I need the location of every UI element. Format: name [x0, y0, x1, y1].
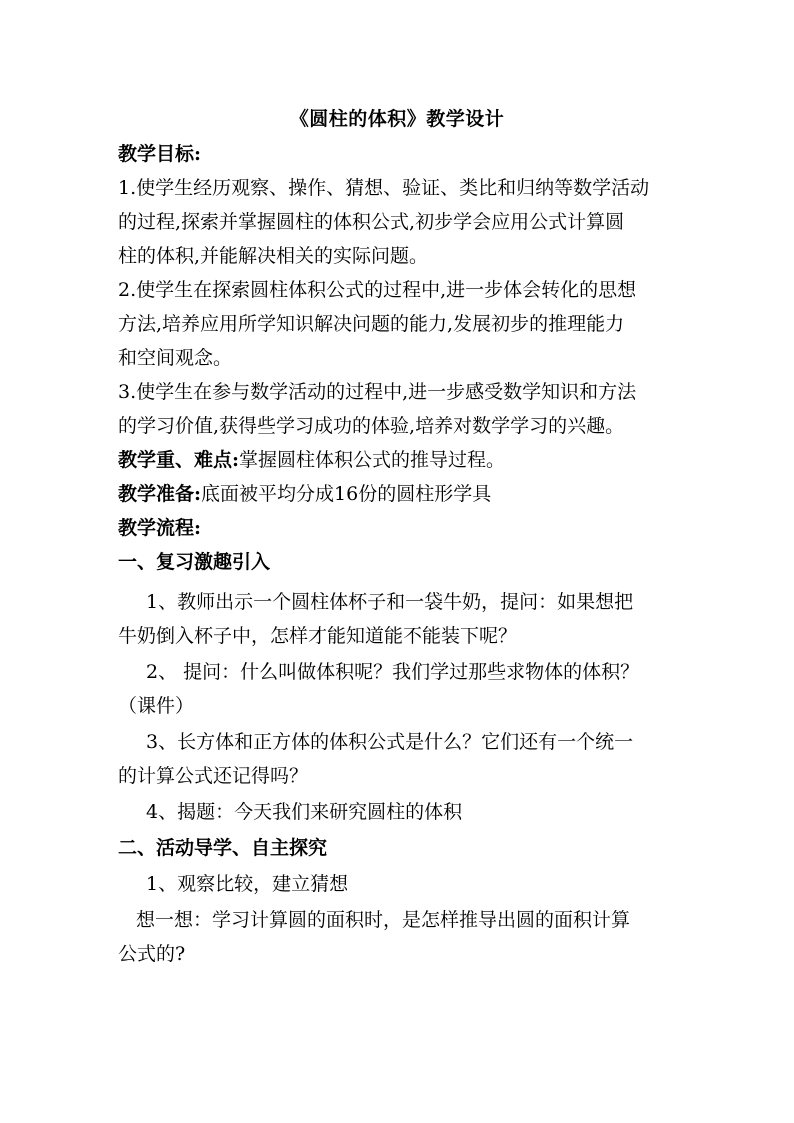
objective-2-line-2: 方法,培养应用所学知识解决问题的能力,发展初步的推理能力 [118, 313, 625, 335]
s2-item1: 1、观察比较，建立猜想 [146, 873, 349, 895]
section-1-heading: 一、复习激趣引入 [118, 551, 271, 573]
s1-item2-line-1: 2、 提问：什么叫做体积呢？我们学过那些求物体的体积？ [146, 661, 640, 683]
objectives-heading: 教学目标: [118, 143, 202, 165]
objective-1-line-3: 柱的体积,并能解决相关的实际问题。 [118, 245, 429, 267]
preparation-label: 教学准备: [118, 483, 202, 505]
key-point-line [118, 448, 688, 472]
preparation-text: 底面被平均分成16份的圆柱形学具 [201, 483, 492, 505]
s2-think-line-1: 想一想：学习计算圆的面积时，是怎样推导出圆的面积计算 [136, 909, 631, 931]
preparation-line [118, 482, 688, 506]
document-title: 《圆柱的体积》教学设计 [289, 108, 505, 130]
s1-item4: 4、揭题：今天我们来研究圆柱的体积 [146, 801, 463, 823]
s1-item3-line-1: 3、长方体和正方体的体积公式是什么？它们还有一个统一 [146, 731, 634, 753]
s1-item3-line-2: 的计算公式还记得吗？ [118, 765, 309, 787]
key-point-label: 教学重、难点: [118, 449, 240, 471]
s1-item1-line-1: 1、教师出示一个圆柱体杯子和一袋牛奶，提问：如果想把 [146, 591, 634, 613]
objective-1-line-1: 1.使学生经历观察、操作、猜想、验证、类比和归纳等数学活动 [118, 177, 650, 199]
objective-1-line-2: 的过程,探索并掌握圆柱的体积公式,初步学会应用公式计算圆 [118, 211, 625, 233]
process-heading: 教学流程: [118, 517, 202, 539]
section-2-heading: 二、活动导学、自主探究 [118, 837, 328, 859]
s1-item2-line-2: （课件） [118, 695, 195, 717]
objective-3-line-1: 3.使学生在参与数学活动的过程中,进一步感受数学知识和方法 [118, 381, 637, 403]
objective-2-line-3: 和空间观念。 [118, 347, 233, 369]
objective-3-line-2: 的学习价值,获得些学习成功的体验,培养对数学学习的兴趣。 [118, 415, 625, 437]
s2-think-line-2: 公式的? [118, 943, 186, 965]
s1-item1-line-2: 牛奶倒入杯子中，怎样才能知道能不能装下呢？ [118, 625, 518, 647]
objective-2-line-1: 2.使学生在探索圆柱体积公式的过程中,进一步体会转化的思想 [118, 279, 637, 301]
key-point-text: 掌握圆柱体积公式的推导过程。 [239, 449, 506, 471]
